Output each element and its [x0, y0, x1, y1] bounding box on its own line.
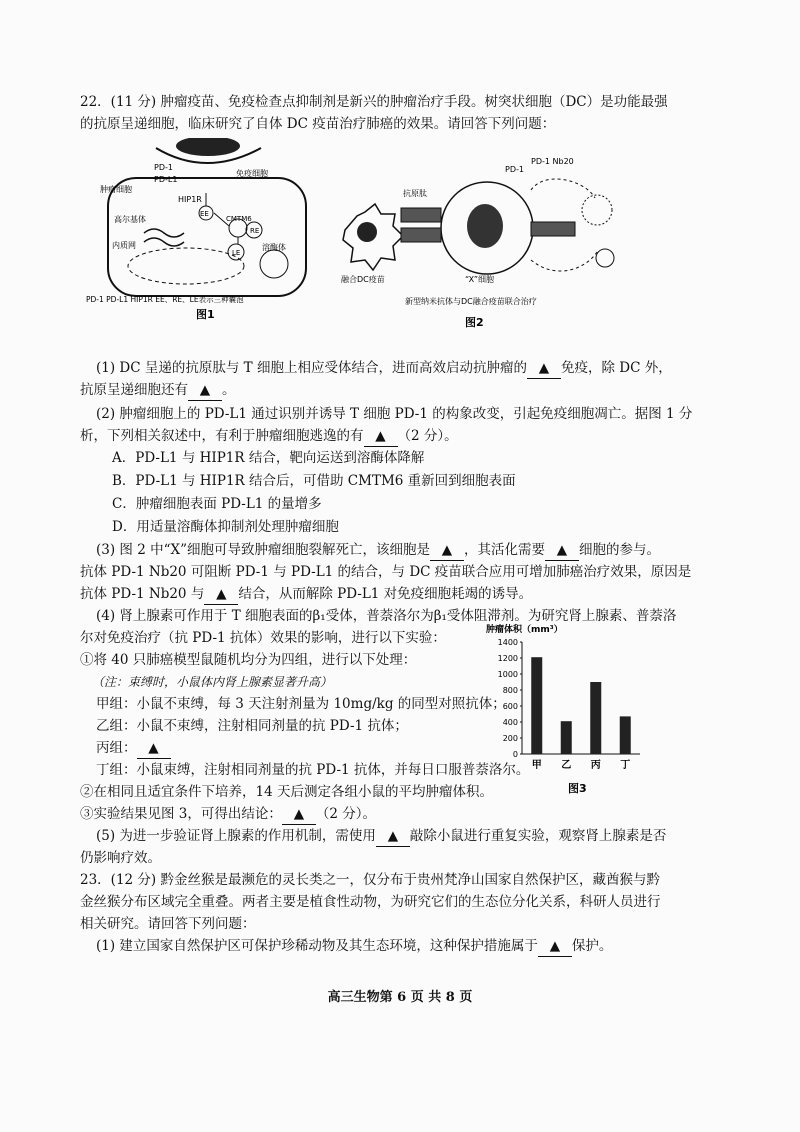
chart-ytick-label: 800 — [502, 686, 518, 695]
answer-blank[interactable]: ▲ — [188, 380, 222, 401]
chart-ytick-label: 0 — [512, 750, 518, 759]
option-b: B．PD-L1 与 HIP1R 结合后，可借助 CMTM6 重新回到细胞表面 — [112, 473, 516, 489]
fig1-label-le: LE — [232, 249, 241, 257]
option-d: D．用适量溶酶体抑制剂处理肿瘤细胞 — [112, 519, 339, 535]
chart-ytick-label: 200 — [502, 734, 518, 743]
fig2-label-pd1-nb20: PD-1 Nb20 — [531, 157, 574, 166]
chart-ytick-label: 400 — [502, 718, 518, 727]
group-jia: 甲组：小鼠不束缚，每 3 天注射剂量为 10mg/kg 的同型对照抗体； — [96, 696, 506, 712]
fig1-label-er: 内质网 — [112, 241, 136, 250]
option-c: C．肿瘤细胞表面 PD-L1 的量增多 — [112, 496, 322, 512]
group-ding: 丁组：小鼠束缚，注射相同剂量的抗 PD-1 抗体，并每日口服普萘洛尔。 — [96, 762, 530, 778]
fig1-label-golgi: 高尔基体 — [114, 215, 146, 224]
q22-part1-line1: (1) DC 呈递的抗原肽与 T 细胞上相应受体结合，进而高效启动抗肿瘤的 ▲ 免疫，除 DC 外， — [96, 358, 672, 379]
answer-blank[interactable]: ▲ — [430, 540, 464, 561]
chart-ylabel: 肿瘤体积（mm³） — [486, 625, 563, 635]
q23-intro-line3: 相关研究。请回答下列问题： — [80, 916, 256, 932]
fig1-legend: PD-1 PD-L1 HIP1R EE、RE、LE表示三种囊泡 — [86, 295, 244, 304]
fig1-label-pdl1: PD-L1 — [154, 175, 178, 184]
fig1-label-re: RE — [250, 227, 260, 235]
answer-blank[interactable]: ▲ — [538, 936, 572, 957]
fig2-label-pd1: PD-1 — [505, 165, 524, 174]
q22-part1-line2: 抗原呈递细胞还有 ▲ 。 — [80, 380, 236, 401]
answer-blank[interactable]: ▲ — [204, 584, 238, 605]
q22-part5-line1: (5) 为进一步验证肾上腺素的作用机制，需使用 ▲ 敲除小鼠进行重复实验，观察肾上腺素是否 — [96, 826, 666, 847]
fig1-label-pd1: PD-1 — [154, 163, 173, 172]
step-2: ②在相同且适宜条件下培养，14 天后测定各组小鼠的平均肿瘤体积。 — [80, 784, 493, 800]
chart-category-label: 乙 — [561, 760, 572, 771]
q22-part2-line1: (2) 肿瘤细胞上的 PD-L1 通过识别并诱导 T 细胞 PD-1 的构象改变，引起免疫细胞凋亡。据图 1 分 — [96, 406, 693, 422]
q22-part2-line2: 析，下列相关叙述中，有利于肿瘤细胞逃逸的有 ▲ （2 分）。 — [80, 426, 458, 447]
fig2-label-antigen-peptide: 抗原肽 — [403, 189, 427, 198]
q22-part3-line2: 抗体 PD-1 Nb20 可阻断 PD-1 与 PD-L1 的结合，与 DC 疫苗联合应用可增加肺癌治疗效果，原因是 — [80, 564, 692, 580]
fig1-caption: 图1 — [196, 308, 215, 320]
fig1-label-hip1r: HIP1R — [178, 195, 202, 204]
chart-caption: 图3 — [568, 782, 587, 795]
q23-intro-line1: 23．(12 分) 黔金丝猴是最濒危的灵长类之一，仅分布于贵州梵净山国家自然保护区，藏酋猴与黔 — [80, 872, 660, 888]
q22-part4-line1: (4) 肾上腺素可作用于 T 细胞表面的β₁受体，普萘洛尔为β₁受体阻滞剂。为研究肾上腺素、普萘洛 — [96, 608, 677, 624]
q22-intro-line2: 的抗原呈递细胞，临床研究了自体 DC 疫苗治疗肺癌的效果。请回答下列问题： — [80, 116, 556, 132]
group-yi: 乙组：小鼠不束缚，注射相同剂量的抗 PD-1 抗体； — [96, 718, 408, 734]
chart-ytick-label: 600 — [502, 702, 518, 711]
page-footer: 高三生物第 6 页 共 8 页 — [327, 990, 473, 1005]
step-3: ③实验结果见图 3，可得出结论： ▲ （2 分）。 — [80, 804, 376, 825]
q23-intro-line2: 金丝猴分布区域完全重叠。两者主要是植食性动物，为研究它们的生态位分化关系，科研人员进行 — [80, 894, 661, 910]
answer-blank[interactable]: ▲ — [545, 540, 579, 561]
fig1-label-lysosome: 溶酶体 — [262, 243, 286, 252]
q22-intro-line1: 22．(11 分) 肿瘤疫苗、免疫检查点抑制剂是新兴的肿瘤治疗手段。树突状细胞（DC）是功能最强 — [80, 94, 668, 110]
chart-bar-1 — [531, 657, 542, 754]
figure-2-diagram — [335, 150, 615, 334]
option-a: A．PD-L1 与 HIP1R 结合，靶向运送到溶酶体降解 — [112, 450, 425, 466]
fig2-label-x-cell: “X”细胞 — [465, 275, 494, 284]
q22-part3-line3: 抗体 PD-1 Nb20 与 ▲ 结合，从而解除 PD-L1 对免疫细胞耗竭的诱导。 — [80, 584, 532, 605]
fig2-label-fusion-dc: 融合DC疫苗 — [341, 275, 385, 284]
q23-part1: (1) 建立国家自然保护区可保护珍稀动物及其生态环境，这种保护措施属于 ▲ 保护。 — [96, 936, 612, 957]
step-1: ①将 40 只肺癌模型鼠随机均分为四组，进行以下处理： — [80, 652, 417, 668]
fig2-caption: 图2 — [465, 316, 484, 329]
answer-blank[interactable]: ▲ — [282, 804, 316, 825]
fig1-label-cmtm6: CMTM6 — [226, 215, 252, 223]
answer-blank[interactable]: ▲ — [527, 358, 561, 379]
fig1-label-immune-cell: 免疫细胞 — [236, 169, 268, 178]
chart-category-label: 甲 — [531, 760, 542, 771]
chart-ytick-label: 1200 — [497, 654, 518, 663]
q22-part3-line1: (3) 图 2 中“X”细胞可导致肿瘤细胞裂解死亡，该细胞是 ▲ ，其活化需要 ▲ 细胞的参与。 — [96, 540, 660, 561]
chart-bar-4 — [620, 716, 631, 754]
figure-3-bar-chart — [480, 620, 650, 798]
chart-category-label: 丁 — [620, 760, 631, 771]
chart-ytick-label: 1000 — [497, 670, 518, 679]
answer-blank[interactable]: ▲ — [364, 426, 398, 447]
chart-category-label: 丙 — [590, 760, 601, 771]
fig1-label-tumor-cell: 肿瘤细胞 — [100, 185, 132, 194]
figure-1-diagram — [86, 138, 326, 320]
fig2-legend: 新型纳米抗体与DC融合疫苗联合治疗 — [405, 297, 537, 306]
q22-part4-line2: 尔对免疫治疗（抗 PD-1 抗体）效果的影响，进行以下实验： — [80, 630, 446, 646]
answer-blank[interactable]: ▲ — [137, 738, 171, 759]
chart-bar-3 — [590, 682, 601, 754]
group-bing: 丙组： ▲ — [96, 738, 171, 759]
answer-blank[interactable]: ▲ — [376, 826, 410, 847]
q22-part5-line2: 仍影响疗效。 — [80, 850, 161, 866]
chart-ytick-label: 1400 — [497, 638, 518, 647]
fig1-label-ee: EE — [200, 210, 209, 218]
chart-bar-2 — [561, 721, 572, 754]
note: （注：束缚时，小鼠体内肾上腺素显著升高） — [92, 675, 333, 689]
